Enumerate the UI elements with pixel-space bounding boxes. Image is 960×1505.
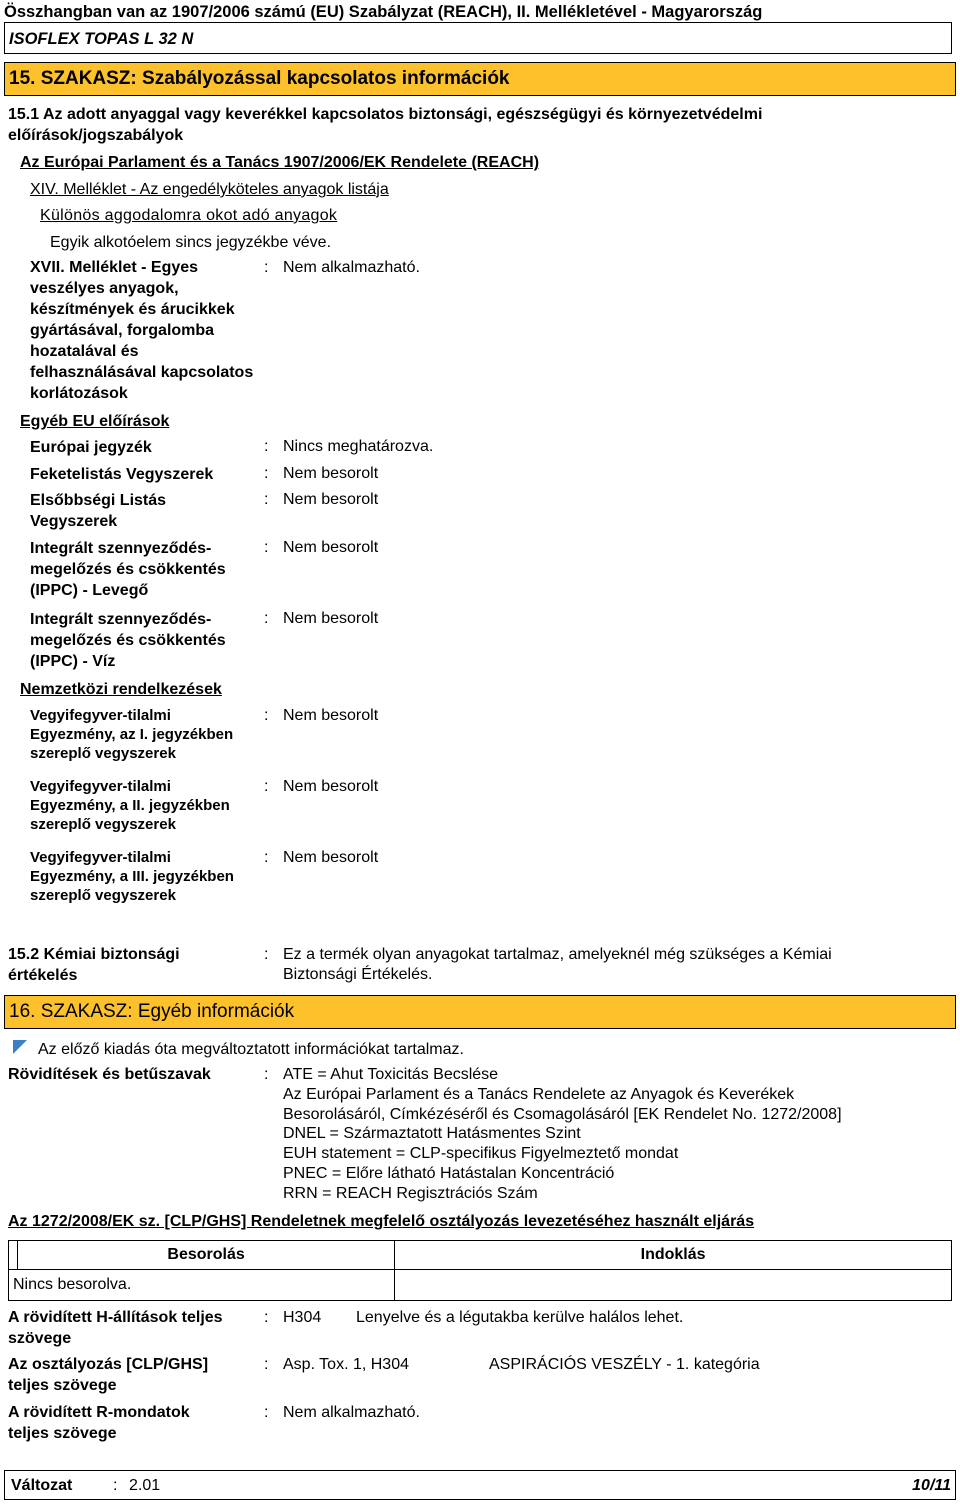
product-name-box <box>4 22 952 54</box>
svhc-heading: Különös aggodalomra okot adó anyagok <box>40 207 338 224</box>
colon: : <box>264 946 269 963</box>
product-name: ISOFLEX TOPAS L 32 N <box>9 30 194 48</box>
clp-procedure-heading: Az 1272/2008/EK sz. [CLP/GHS] Rendeletnek megfelelő osztályozás levezetéséhez használt eljárás <box>8 1213 755 1230</box>
section-16-title: 16. SZAKASZ: Egyéb információk <box>9 1001 295 1022</box>
h-code: H304 <box>283 1309 322 1326</box>
section-15-title: 15. SZAKASZ: Szabályozással kapcsolatos információk <box>9 68 510 89</box>
sub-15-1-line2: előírások/jogszabályok <box>8 127 184 144</box>
other-eu-value-3: Nem besorolt <box>283 539 379 556</box>
h-statements-label: A rövidített H-állítások teljes szövege <box>8 1309 223 1347</box>
other-eu-value-2: Nem besorolt <box>283 491 379 508</box>
col-justification-header: Indoklás <box>395 1241 952 1270</box>
other-eu-heading: Egyéb EU előírások <box>20 413 170 430</box>
section-15-bar <box>4 62 956 96</box>
intl-value-0: Nem besorolt <box>283 707 379 724</box>
colon: : <box>264 1066 269 1083</box>
abbr-label: Rövidítések és betűszavak <box>8 1066 211 1083</box>
version-label: Változat <box>11 1477 73 1494</box>
annex-17-label: XVII. Melléklet - Egyes veszélyes anyagok, készítmények és árucikkek gyártásával, forgalomba hozatalával és felhasználásával kapcsolatos korlátozások <box>30 259 254 402</box>
abbr-line-6: RRN = REACH Regisztrációs Szám <box>283 1185 538 1202</box>
version-value: 2.01 <box>129 1477 161 1494</box>
abbr-line-4: EUH statement = CLP-specifikus Figyelmeztető mondat <box>283 1145 679 1162</box>
colon: : <box>113 1477 118 1494</box>
intl-value-1: Nem besorolt <box>283 778 379 795</box>
colon: : <box>264 778 269 795</box>
sub-15-1-line1: 15.1 Az adott anyaggal vagy keverékkel kapcsolatos biztonsági, egészségügyi és környezetvédelmi <box>8 106 763 123</box>
other-eu-value-4: Nem besorolt <box>283 610 379 627</box>
colon: : <box>264 465 269 482</box>
colon: : <box>264 610 269 627</box>
footer-box <box>4 1470 956 1500</box>
colon: : <box>264 1404 269 1421</box>
other-eu-value-0: Nincs meghatározva. <box>283 438 434 455</box>
changed-note: Az előző kiadás óta megváltoztatott információkat tartalmaz. <box>38 1041 464 1058</box>
svhc-value: Egyik alkotóelem sincs jegyzékbe véve. <box>50 234 332 251</box>
classification-cell: Nincs besorolva. <box>9 1270 395 1301</box>
colon: : <box>264 1309 269 1326</box>
r-phrases-label: A rövidített R-mondatok teljes szövege <box>8 1404 190 1442</box>
clp-full-text-label: Az osztályozás [CLP/GHS] teljes szövege <box>8 1356 209 1394</box>
international-heading: Nemzetközi rendelkezések <box>20 681 222 698</box>
other-eu-label-3: Integrált szennyeződés-megelőzés és csökkentés (IPPC) - Levegő <box>30 540 226 599</box>
csa-value-line1: Ez a termék olyan anyagokat tartalmaz, amelyeknél még szükséges a Kémiai <box>283 946 832 963</box>
colon: : <box>264 707 269 724</box>
regulation-header: Összhangban van az 1907/2006 számú (EU) Szabályzat (REACH), II. Mellékletével - Magyarország <box>4 3 763 21</box>
csa-value-line2: Biztonsági Értékelés. <box>283 966 433 983</box>
abbr-line-1: Az Európai Parlament és a Tanács Rendelete az Anyagok és Keverékek <box>283 1086 795 1103</box>
colon: : <box>264 259 269 276</box>
colon: : <box>264 1356 269 1373</box>
annex-17-value: Nem alkalmazható. <box>283 259 420 276</box>
intl-value-2: Nem besorolt <box>283 849 379 866</box>
intl-label-0: Vegyifegyver-tilalmi Egyezmény, az I. jegyzékben szereplő vegyszerek <box>30 707 234 762</box>
col-classification-header: Besorolás <box>18 1241 395 1270</box>
table-row <box>9 1270 952 1301</box>
csa-label: 15.2 Kémiai biztonsági értékelés <box>8 946 180 984</box>
abbr-line-5: PNEC = Előre látható Hatástalan Koncentráció <box>283 1165 615 1182</box>
other-eu-label-1: Feketelistás Vegyszerek <box>30 466 214 483</box>
annex-14-heading: XIV. Melléklet - Az engedélyköteles anyagok listája <box>30 181 389 198</box>
other-eu-label-2: Elsőbbségi Listás Vegyszerek <box>30 492 167 530</box>
page-number: 10/11 <box>912 1477 951 1494</box>
abbr-line-2: Besorolásáról, Címkézéséről és Csomagolásáról [EK Rendelet No. 1272/2008] <box>283 1106 842 1123</box>
justification-cell <box>395 1270 952 1301</box>
table-cell <box>9 1241 18 1270</box>
intl-label-1: Vegyifegyver-tilalmi Egyezmény, a II. jegyzékben szereplő vegyszerek <box>30 778 230 833</box>
clp-code: Asp. Tox. 1, H304 <box>283 1356 409 1373</box>
other-eu-label-4: Integrált szennyeződés-megelőzés és csökkentés (IPPC) - Víz <box>30 611 226 670</box>
colon: : <box>264 438 269 455</box>
colon: : <box>264 849 269 866</box>
r-phrases-value: Nem alkalmazható. <box>283 1404 420 1421</box>
h-text: Lenyelve és a légutakba kerülve halálos lehet. <box>356 1309 684 1326</box>
other-eu-label-0: Európai jegyzék <box>30 439 152 456</box>
colon: : <box>264 491 269 508</box>
eu-regulation-heading: Az Európai Parlament és a Tanács 1907/2006/EK Rendelete (REACH) <box>20 154 540 171</box>
other-eu-value-1: Nem besorolt <box>283 465 379 482</box>
section-16-bar <box>4 995 956 1029</box>
table-row <box>9 1241 952 1270</box>
colon: : <box>264 539 269 556</box>
change-flag-icon <box>13 1040 27 1054</box>
intl-label-2: Vegyifegyver-tilalmi Egyezmény, a III. jegyzékben szereplő vegyszerek <box>30 849 234 904</box>
abbr-line-3: DNEL = Származtatott Hatásmentes Szint <box>283 1125 581 1142</box>
clp-text: ASPIRÁCIÓS VESZÉLY - 1. kategória <box>489 1356 760 1373</box>
abbr-line-0: ATE = Ahut Toxicitás Becslése <box>283 1066 499 1083</box>
classification-table <box>8 1240 952 1301</box>
